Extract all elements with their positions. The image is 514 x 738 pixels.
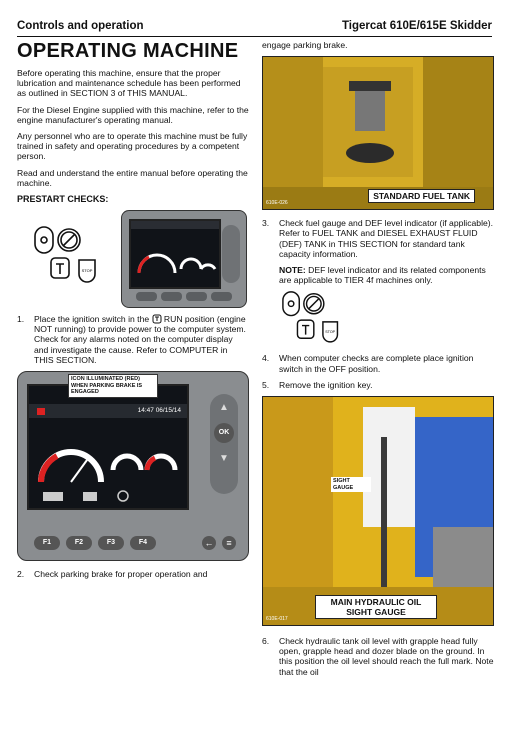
continued-text: engage parking brake. — [262, 40, 348, 50]
right-column — [262, 38, 494, 683]
hydraulic-illustration — [263, 397, 493, 625]
step-4: 4. When computer checks are complete place ignition switch in the OFF position. — [262, 353, 494, 373]
ignition-figure-right — [262, 291, 494, 353]
function-key-4[interactable]: F4 — [130, 536, 156, 550]
display-large-screen — [27, 384, 189, 510]
display-large-gauges — [29, 420, 187, 508]
note-label: NOTE: — [279, 265, 306, 276]
page-title: OPERATING MACHINE — [17, 40, 239, 62]
parking-brake-icon — [37, 408, 45, 415]
display-small — [121, 210, 247, 308]
step-4-text: When computer checks are complete place ignition switch in the OFF position. — [279, 353, 474, 374]
prestart-heading: PRESTART CHECKS: — [17, 194, 109, 205]
note — [262, 265, 494, 285]
step-1-text-a: Place the ignition switch in the — [34, 314, 150, 325]
step-2: 2. Check parking brake for proper operation and — [17, 569, 208, 580]
menu-icon[interactable]: ≡ — [222, 536, 236, 550]
step-3-text: Check fuel gauge and DEF level indicator (if applicable). Refer to FUEL TANK and DIESEL EXHAUST FLUID (DEF) TANK in THIS SECTION for standard tank capacity information. — [279, 218, 494, 259]
step-6: 6. Check hydraulic tank oil level with grapple head fully open, grapple head and dozer blade on the ground. In this position the oil level should reach the full mark. Note that the oil — [262, 636, 494, 677]
ignition-switch-icons — [31, 226, 103, 292]
function-keys — [34, 536, 156, 550]
navigation-pad[interactable] — [210, 394, 238, 494]
run-key-icon — [152, 314, 162, 324]
hydraulic-caption-line-2: SIGHT GAUGE — [346, 607, 406, 618]
step-5-text: Remove the ignition key. — [279, 379, 373, 390]
fuel-tank-photo — [262, 56, 494, 210]
hydraulic-gauge-photo — [262, 396, 494, 626]
sight-gauge-callout: SIGHT GAUGE — [331, 477, 371, 492]
function-key-2[interactable]: F2 — [66, 536, 92, 550]
function-key-3[interactable]: F3 — [98, 536, 124, 550]
display-small-screen — [129, 219, 221, 289]
step-1: 1. Place the ignition switch in the RUN position (engine NOT running) to provide power to the computer system. Check for any alarms noted on the computer display and investigate the cause. Refer to COMPUTER in THIS SECTION. — [17, 314, 246, 365]
hydraulic-caption-line-1: MAIN HYDRAULIC OIL — [330, 597, 422, 608]
left-column — [17, 38, 249, 585]
intro-paragraph: Before operating this machine, ensure that the proper lubrication and maintenance schedule has been performed as outlined in SECTION 3 of THIS MANUAL. — [17, 68, 241, 99]
step-3: 3. Check fuel gauge and DEF level indicator (if applicable). Refer to FUEL TANK and DIESEL EXHAUST FLUID (DEF) TANK in THIS SECTION for standard tank capacity information. — [262, 218, 494, 259]
down-arrow-icon[interactable]: ▼ — [219, 453, 229, 465]
up-arrow-icon[interactable]: ▲ — [219, 402, 229, 414]
header-rule — [17, 36, 492, 37]
display-small-gauges — [131, 229, 219, 287]
back-icon[interactable]: ← — [202, 536, 216, 550]
header-section-title: Controls and operation — [17, 20, 144, 32]
display-time: 14:47 06/15/14 — [137, 407, 181, 415]
fuel-tank-figure-number: 610E-026 — [266, 200, 288, 207]
fuel-tank-caption: STANDARD FUEL TANK — [368, 189, 475, 203]
read-manual-paragraph: Read and understand the entire manual before operating the machine. — [17, 167, 248, 188]
parking-brake-callout: ICON ILLUMINATED (RED) WHEN PARKING BRAKE IS ENGAGED — [68, 374, 158, 398]
step-1-text-b: RUN position (engine NOT running) to provide power to the computer system. Check for any alarms noted on the computer display and investigate the cause. Refer to COMPUTER in THIS SECTION. — [34, 314, 246, 365]
ok-button[interactable]: OK — [214, 423, 234, 443]
hydraulic-figure-number: 610E-017 — [266, 616, 288, 623]
function-key-1[interactable]: F1 — [34, 536, 60, 550]
note-text: DEF level indicator and its related components are applicable to TIER 4f machines only. — [279, 265, 486, 286]
ignition-switch-icons-right — [276, 291, 348, 351]
fuel-tank-illustration — [263, 57, 493, 209]
svg-text:STOP: STOP — [325, 330, 336, 335]
display-large — [17, 371, 249, 561]
engine-paragraph: For the Diesel Engine supplied with this machine, refer to the engine manufacturer's operating manual. — [17, 104, 249, 125]
step-5: 5. Remove the ignition key. — [262, 379, 373, 390]
step-6-text: Check hydraulic tank oil level with grapple head fully open, grapple head and dozer blade on the ground. In this position the oil level should reach the full mark. Note that the oil — [279, 636, 494, 677]
ignition-figure-small — [17, 208, 249, 314]
hydraulic-caption — [315, 595, 437, 619]
training-paragraph: Any personnel who are to operate this machine must be fully trained in safety and operating procedures by a competent person. — [17, 131, 248, 162]
step-2-text: Check parking brake for proper operation and — [34, 569, 208, 580]
header-manual-title: Tigercat 610E/615E Skidder — [341, 20, 492, 32]
svg-text:STOP: STOP — [81, 268, 93, 274]
